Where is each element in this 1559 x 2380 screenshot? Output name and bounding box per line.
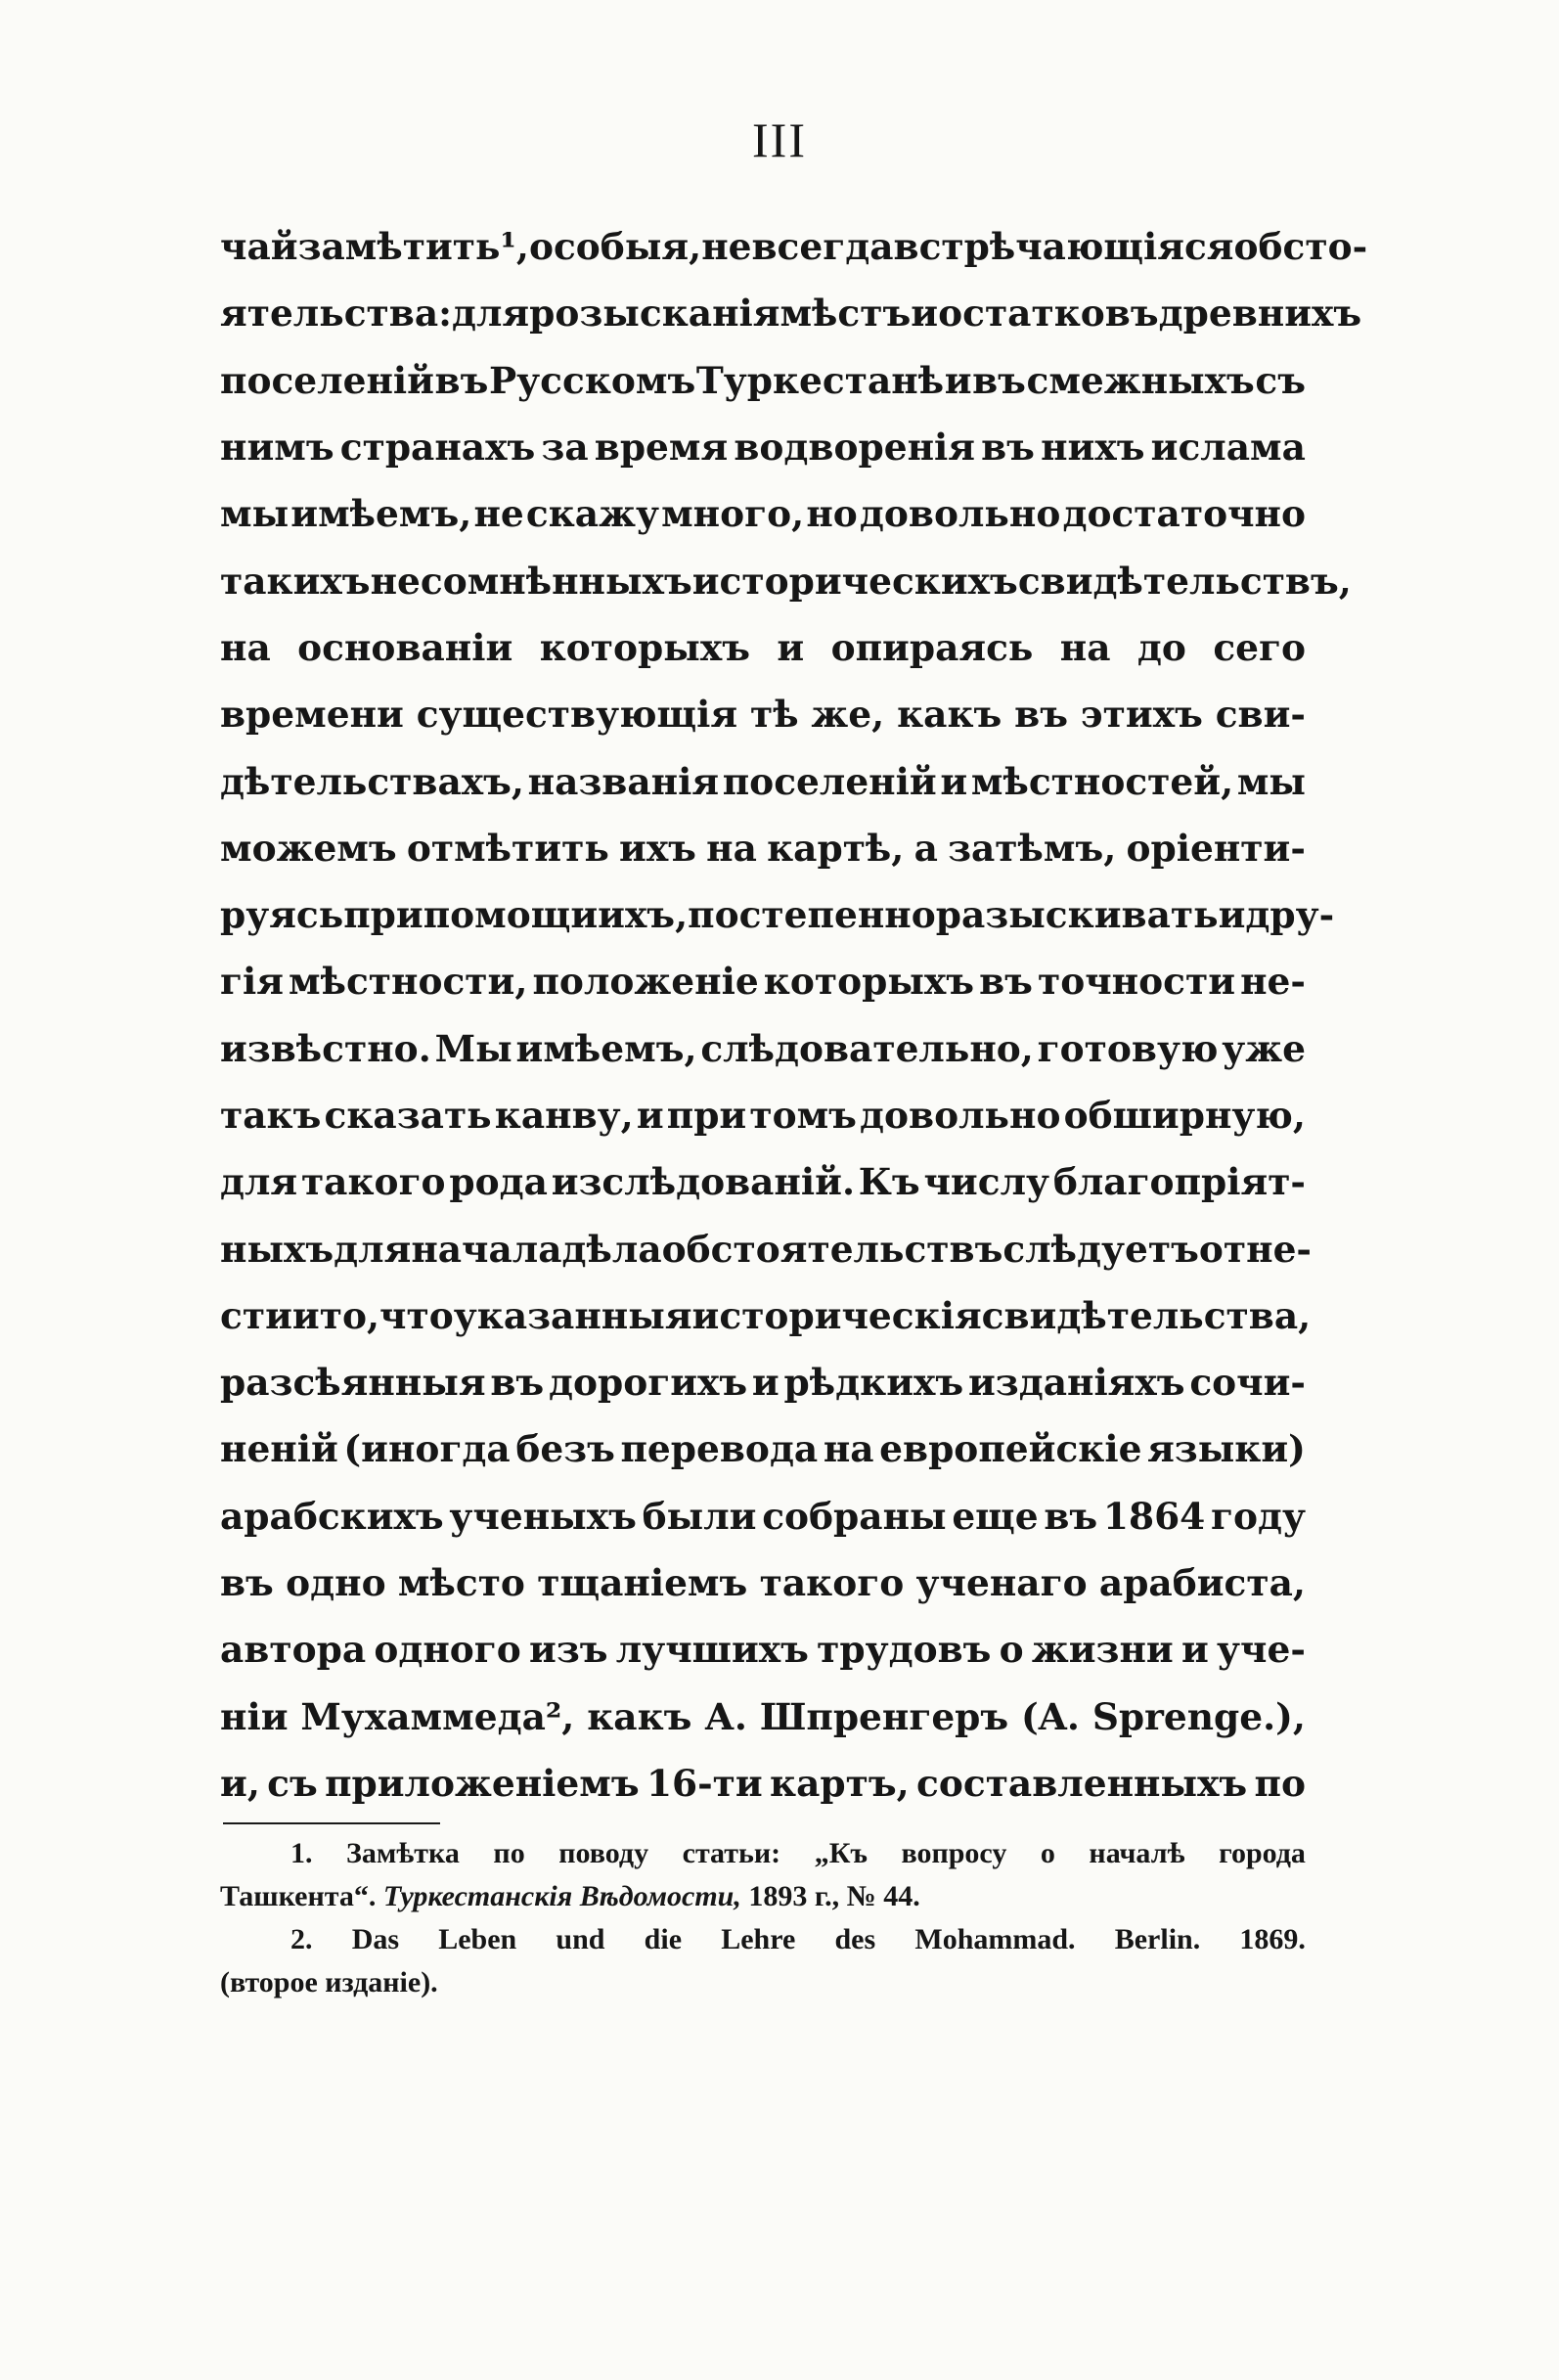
word: обширную,: [1063, 1094, 1306, 1137]
word: много,: [661, 492, 805, 536]
word: опираясь: [830, 625, 1034, 669]
word: Mohammad.: [914, 1923, 1076, 1955]
text-line: [220, 1684, 1306, 1750]
word: числу: [923, 1160, 1050, 1204]
footnote-2-line-2: (второе изданіе).: [220, 1966, 438, 1998]
word: время: [594, 426, 729, 470]
word: ихъ,: [598, 893, 689, 937]
word: для: [451, 292, 530, 336]
word: по: [1254, 1761, 1306, 1805]
word: имѣемъ,: [515, 1026, 697, 1070]
word: составленныхъ: [916, 1761, 1248, 1805]
word: мѣстности,: [289, 960, 528, 1004]
word: остатковъ: [938, 292, 1159, 336]
word: 1869.: [1239, 1923, 1306, 1955]
word: на: [1059, 625, 1111, 669]
word: съ: [1255, 358, 1306, 402]
word: Leben: [438, 1923, 517, 1955]
word: мѣстностей,: [970, 759, 1234, 803]
word: арабскихъ: [220, 1494, 444, 1538]
word: изданіяхъ: [967, 1361, 1185, 1405]
word: обстоятельствъ: [661, 1227, 1003, 1271]
word: что: [379, 1293, 454, 1337]
word: въ: [981, 426, 1035, 470]
word: ніи: [220, 1694, 289, 1738]
word: на: [220, 625, 271, 669]
word: историческихъ: [691, 559, 1018, 603]
text-line: [220, 1015, 1306, 1082]
word: и: [944, 358, 972, 402]
page-number: III: [752, 112, 807, 167]
word: томъ: [749, 1094, 857, 1137]
word: при: [666, 1094, 747, 1137]
word: странахъ: [339, 426, 536, 470]
word: историческія: [691, 1293, 982, 1337]
word: 1.: [290, 1837, 313, 1869]
word: особыя,: [528, 225, 702, 269]
word: водворенія: [734, 426, 975, 470]
text-line: [220, 1282, 1312, 1349]
word: одного: [374, 1628, 521, 1672]
word: und: [556, 1923, 605, 1955]
word: автора: [220, 1628, 367, 1672]
word: ятельства:: [220, 292, 452, 336]
word: розысканія: [529, 292, 780, 336]
word: мы: [1236, 759, 1306, 803]
word: смежныхъ: [1026, 358, 1255, 402]
word: уже: [1222, 1026, 1306, 1070]
word: разыскивать: [935, 893, 1219, 937]
word: на: [823, 1427, 874, 1471]
word: свидѣтельства,: [981, 1293, 1312, 1337]
text-line: [220, 1148, 1306, 1215]
word: статьи:: [682, 1837, 781, 1869]
word: Русскомъ: [488, 358, 696, 402]
word: дорогихъ: [548, 1361, 748, 1405]
word: собраны: [762, 1494, 947, 1538]
word: des: [834, 1923, 876, 1955]
word: были: [642, 1494, 757, 1538]
text-line: [220, 1616, 1306, 1683]
word: въ: [1044, 1494, 1098, 1538]
word: отне-: [1198, 1227, 1312, 1271]
word: то,: [319, 1293, 380, 1337]
text-line: [220, 747, 1306, 814]
text-line: [220, 347, 1306, 414]
word: готовую: [1037, 1026, 1219, 1070]
word: же,: [811, 693, 885, 737]
footnote-1-text-b: 1893 г., № 44.: [748, 1880, 920, 1912]
text-line: [220, 815, 1306, 881]
word: обсто-: [1233, 225, 1368, 269]
word: такъ: [220, 1094, 322, 1137]
word: за: [541, 426, 589, 470]
word: и: [911, 292, 939, 336]
word: трудовъ: [817, 1628, 992, 1672]
word: изслѣдованій.: [551, 1160, 855, 1204]
word: какъ: [587, 1694, 692, 1738]
footnotes: [220, 1832, 1306, 2004]
word: указанныя: [453, 1293, 692, 1337]
word: и: [777, 625, 805, 669]
word: какъ: [897, 693, 1002, 737]
word: несомнѣнныхъ: [370, 559, 692, 603]
word: извѣстно.: [220, 1026, 431, 1070]
footnote-divider: [223, 1822, 440, 1824]
word: ученаго: [915, 1561, 1088, 1605]
word: поселеній: [722, 759, 937, 803]
word: канву,: [494, 1094, 634, 1137]
word: въ: [434, 358, 489, 402]
word: 16-ти: [646, 1761, 763, 1805]
word: при: [343, 893, 423, 937]
word: (A.: [1021, 1694, 1080, 1738]
word: затѣмъ,: [948, 826, 1117, 870]
word: гія: [220, 960, 284, 1004]
word: уче-: [1217, 1628, 1306, 1672]
word: Къ: [858, 1160, 920, 1204]
footnote-1-line-2: [220, 1875, 1306, 1918]
word: 2.: [290, 1923, 313, 1955]
word: достаточно: [1062, 492, 1306, 536]
word: положеніе: [532, 960, 759, 1004]
word: въ: [490, 1361, 545, 1405]
word: встрѣчающіяся: [893, 225, 1234, 269]
word: города: [1219, 1837, 1306, 1869]
word: довольно: [859, 492, 1061, 536]
word: древнихъ: [1158, 292, 1362, 336]
word: постепенно: [688, 893, 936, 937]
word: которыхъ: [763, 960, 975, 1004]
word: изъ: [529, 1628, 608, 1672]
word: для: [220, 1160, 298, 1204]
word: нимъ: [220, 426, 334, 470]
word: слѣдуетъ: [1002, 1227, 1199, 1271]
word: дру-: [1245, 893, 1335, 937]
word: тѣ: [749, 693, 799, 737]
word: европейскіе: [879, 1427, 1142, 1471]
word: и: [1180, 1628, 1209, 1672]
footnote-1-line-1: [220, 1832, 1306, 1875]
word: языки): [1147, 1427, 1306, 1471]
word: Мы: [434, 1026, 512, 1070]
word: и: [751, 1361, 780, 1405]
word: Шпренгеръ: [759, 1694, 1009, 1738]
word: рѣдкихъ: [783, 1361, 964, 1405]
word: слѣдовательно,: [700, 1026, 1034, 1070]
word: Sprenge.),: [1091, 1694, 1306, 1738]
word: до: [1136, 625, 1186, 669]
text-line: [220, 280, 1362, 346]
word: времени: [220, 693, 404, 737]
word: Das: [351, 1923, 400, 1955]
word: началѣ: [1089, 1837, 1185, 1869]
word: довольно: [860, 1094, 1061, 1137]
word: Замѣтка: [346, 1837, 460, 1869]
word: и: [291, 1293, 320, 1337]
word: на: [706, 826, 757, 870]
word: названія: [527, 759, 720, 803]
text-line: [220, 414, 1306, 480]
word: скажу: [525, 492, 659, 536]
text-line: [220, 948, 1306, 1014]
word: свидѣтельствъ,: [1017, 559, 1352, 603]
word: не: [473, 492, 524, 536]
word: чай: [220, 225, 298, 269]
word: въ: [220, 1561, 274, 1605]
word: Мухаммеда²,: [300, 1694, 575, 1738]
word: перевода: [620, 1427, 819, 1471]
word: сего: [1213, 625, 1306, 669]
word: а: [913, 826, 938, 870]
word: die: [644, 1923, 683, 1955]
word: Berlin.: [1114, 1923, 1201, 1955]
word: сочи-: [1189, 1361, 1306, 1405]
word: (иногда: [343, 1427, 511, 1471]
word: рода: [449, 1160, 548, 1204]
word: такого: [759, 1561, 905, 1605]
word: безъ: [515, 1427, 615, 1471]
word: основаніи: [297, 625, 513, 669]
word: одно: [286, 1561, 386, 1605]
word: руясь: [220, 893, 344, 937]
word: Lehre: [721, 1923, 796, 1955]
word: дѣтельствахъ,: [220, 759, 524, 803]
word: А.: [704, 1694, 747, 1738]
word: замѣтить¹,: [297, 225, 529, 269]
word: въ: [1014, 693, 1068, 737]
word: начала: [411, 1227, 562, 1271]
word: поселеній: [220, 358, 434, 402]
word: но: [806, 492, 858, 536]
text-line: [220, 681, 1306, 747]
word: ныхъ: [220, 1227, 334, 1271]
word: съ: [267, 1761, 318, 1805]
text-line: [220, 1415, 1306, 1482]
word: такихъ: [220, 559, 371, 603]
word: жизни: [1031, 1628, 1174, 1672]
footnote-1-source-title: Туркестанскія Вѣдомости,: [382, 1880, 741, 1912]
word: картъ,: [770, 1761, 910, 1805]
word: и: [636, 1094, 664, 1137]
text-line: [220, 1549, 1306, 1616]
text-line: [220, 1082, 1306, 1148]
word: и,: [220, 1761, 260, 1805]
word: „Къ: [814, 1837, 868, 1869]
word: вопросу: [901, 1837, 1007, 1869]
word: можемъ: [220, 826, 397, 870]
word: въ: [979, 960, 1033, 1004]
word: еще: [952, 1494, 1039, 1538]
word: и: [940, 759, 968, 803]
text-line: [220, 1750, 1306, 1817]
word: мѣсто: [397, 1561, 525, 1605]
word: въ: [972, 358, 1026, 402]
word: лучшихъ: [615, 1628, 809, 1672]
text-line: [220, 1349, 1306, 1415]
word: году: [1210, 1494, 1306, 1538]
footnote-2-line-1: [220, 1918, 1306, 1961]
word: тщаніемъ: [537, 1561, 748, 1605]
word: и: [1218, 893, 1246, 937]
word: мы: [220, 492, 290, 536]
footnote-1-text-a: Ташкента“.: [220, 1880, 377, 1912]
word: неній: [220, 1427, 338, 1471]
word: по: [493, 1837, 525, 1869]
body-text: [220, 213, 1368, 1817]
word: невсегда: [701, 225, 894, 269]
word: дѣла: [561, 1227, 662, 1271]
word: не-: [1240, 960, 1306, 1004]
word: этихъ: [1080, 693, 1203, 737]
word: существующія: [416, 693, 738, 737]
word: поводу: [558, 1837, 649, 1869]
word: о: [1040, 1837, 1055, 1869]
word: отмѣтить: [406, 826, 609, 870]
word: ислама: [1150, 426, 1306, 470]
word: точности: [1037, 960, 1236, 1004]
word: имѣемъ,: [290, 492, 472, 536]
word: арабиста,: [1098, 1561, 1306, 1605]
word: о: [999, 1628, 1024, 1672]
word: такого: [300, 1160, 446, 1204]
word: оріенти-: [1126, 826, 1306, 870]
word: сказать: [324, 1094, 492, 1137]
word: благопріят-: [1052, 1160, 1306, 1204]
word: разсѣянныя: [220, 1361, 486, 1405]
word: 1864: [1102, 1494, 1206, 1538]
word: помощи: [423, 893, 599, 937]
text-line: [220, 1483, 1306, 1549]
word: которыхъ: [539, 625, 750, 669]
text-line: [220, 547, 1352, 613]
word: сви-: [1215, 693, 1306, 737]
word: Туркестанѣ: [695, 358, 945, 402]
word: сти: [220, 1293, 292, 1337]
text-line: [220, 480, 1306, 547]
word: ученыхъ: [449, 1494, 637, 1538]
text-line: [220, 881, 1335, 948]
text-line: [220, 1215, 1312, 1281]
word: приложеніемъ: [325, 1761, 640, 1805]
text-line: [220, 213, 1368, 280]
word: картѣ,: [767, 826, 905, 870]
word: ихъ: [619, 826, 696, 870]
word: мѣстъ: [780, 292, 912, 336]
text-line: [220, 614, 1306, 681]
word: нихъ: [1041, 426, 1145, 470]
word: для: [334, 1227, 412, 1271]
